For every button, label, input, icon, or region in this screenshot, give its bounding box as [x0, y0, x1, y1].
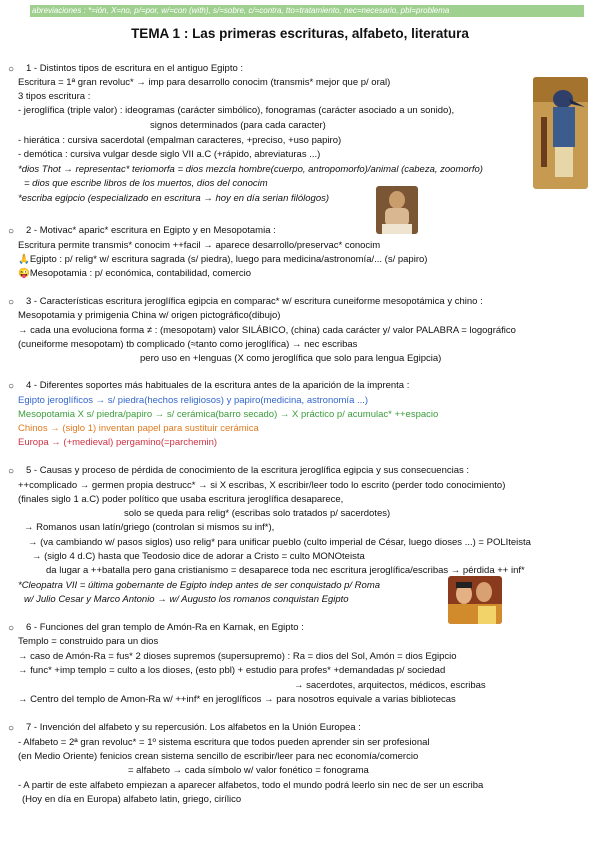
- egyptian-scribe-statue: [376, 186, 418, 234]
- line: pero uso en +lenguas (X como jeroglífica que solo para lengua Egipcia): [140, 353, 442, 364]
- line: (finales siglo 1 a.C) poder político que usaba escritura jeroglífica desaparece,: [18, 494, 344, 505]
- line: = alfabeto → cada símbolo w/ valor fonético = fonograma: [128, 765, 369, 776]
- line: → Romanos usan latín/griego (controlan si mismos su inf*),: [24, 522, 275, 533]
- thoth-illustration: [533, 77, 588, 189]
- line: 🙏Egipto : p/ relig* w/ escritura sagrada (s/ piedra), luego para medicina/astronomía/... (s/ papiro): [18, 254, 428, 265]
- line: 😜Mesopotamia : p/ económica, contabilidad, comercio: [18, 268, 252, 279]
- line: → (siglo 4 d.C) hasta que Teodosio dice de adorar a Cristo = culto MONOteista: [32, 551, 365, 562]
- line: → Centro del templo de Amon-Ra w/ ++inf* en jeroglíficos → para nosotros equivale a varias bibliotecas: [18, 694, 456, 705]
- line: Escritura = 1ª gran revoluc* → imp para desarrollo conocim (transmis* mejor que p/ oral): [18, 77, 391, 88]
- line: *dios Thot → representac* teriomorfa = dios mezcla hombre(cuerpo, antropomorfo)/animal (cabeza, zoomorfo): [18, 164, 483, 175]
- section-5-heading: 5 - Causas y proceso de pérdida de conocimiento de la escritura jeroglífica egipcia y sus consecuencias :: [26, 465, 470, 476]
- line: w/ Julio Cesar y Marco Antonio → w/ Augusto los romanos conquistan Egipto: [24, 594, 349, 605]
- line: ++complicado → germen propia destrucc* → si X escribas, X escribir/leer todo lo escrito (perder todo conocimiento): [18, 480, 506, 491]
- line: Mesopotamia y primigenia China w/ origen pictográfico(dibujo): [18, 310, 281, 321]
- section-3-heading: 3 - Características escritura jeroglífica egipcia en comparac* w/ escritura cuneiforme mesopotámica y chino :: [26, 296, 483, 307]
- line: → sacerdotes, arquitectos, médicos, escribas: [294, 680, 486, 691]
- line: (cuneiforme mesopotam) tb complicado (≈tanto como jeroglífica) → nec escribas: [18, 339, 358, 350]
- page-title: TEMA 1 : Las primeras escrituras, alfabeto, literatura: [131, 26, 469, 41]
- line: Chinos → (siglo 1) inventan papel para sustituir cerámica: [18, 423, 259, 434]
- bullet-3: ○: [8, 297, 15, 308]
- line: (Hoy en día en Europa) alfabeto latin, griego, cirílico: [22, 794, 242, 805]
- line: - Alfabeto = 2ª gran revoluc* = 1º sistema escritura que todos pueden aprender sin ser profesional: [18, 737, 430, 748]
- line: 3 tipos escritura :: [18, 91, 91, 102]
- bullet-2: ○: [8, 226, 15, 237]
- line: Templo = construido para un dios: [18, 636, 159, 647]
- section-2-heading: 2 - Motivac* aparic* escritura en Egipto y en Mesopotamia :: [26, 225, 276, 236]
- bullet-7: ○: [8, 723, 15, 734]
- abbreviations-banner: abreviaciones : *=ión, X=no, p/=por, w/=con (with), s/=sobre, c/=contra, tto=tratamiento, nec=necesario, pbl=problema: [30, 5, 584, 17]
- line: (en Medio Oriente) fenicios crean sistema sencillo de escribir/leer para nec economía/comercio: [18, 751, 419, 762]
- line: Egipto jeroglíficos → s/ piedra(hechos religiosos) y papiro(medicina, astronomía ...): [18, 395, 369, 406]
- line: solo se queda para relig* (escribas solo tratados p/ sacerdotes): [124, 508, 391, 519]
- line: - A partir de este alfabeto empiezan a aparecer alfabetos, todo el mundo podrá leerlo sin nec de ser un escriba: [18, 780, 484, 791]
- line: - demótica : cursiva vulgar desde siglo VII a.C (+rápido, abreviaturas ...): [18, 149, 321, 160]
- section-4-heading: 4 - Diferentes soportes más habituales de la escritura antes de la aparición de la imprenta :: [26, 380, 410, 391]
- line: = dios que escribe libros de los muertos, dios del conocim: [24, 178, 268, 189]
- line: da lugar a ++batalla pero gana cristianismo = desaparece toda nec escritura jeroglífica/escribas → pérdida ++ inf*: [46, 565, 525, 576]
- line: Escritura permite transmis* conocim ++facil → aparece desarrollo/preservac* conocim: [18, 240, 381, 251]
- line: - hierática : cursiva sacerdotal (empalman caracteres, +preciso, +uso papiro): [18, 135, 342, 146]
- section-6-heading: 6 - Funciones del gran templo de Amón-Ra en Karnak, en Egipto :: [26, 622, 304, 633]
- bullet-4: ○: [8, 381, 15, 392]
- line: signos determinados (para cada caracter): [150, 120, 326, 131]
- line: → func* +imp templo = culto a los dioses, (esto pbl) + estudio para profes* +demandadas p/ sociedad: [18, 665, 446, 676]
- line: Mesopotamia X s/ piedra/papiro → s/ cerámica(barro secado) → X práctico p/ acumulac* ++espacio: [18, 409, 439, 420]
- bullet-1: ○: [8, 64, 15, 75]
- line: - jeroglífica (triple valor) : ideogramas (carácter simbólico), fonogramas (carácter asociado a un sonido),: [18, 105, 455, 116]
- section-1-heading: 1 - Distintos tipos de escritura en el antiguo Egipto :: [26, 63, 244, 74]
- section-7-heading: 7 - Invención del alfabeto y su repercusión. Los alfabetos en la Unión Europea :: [26, 722, 361, 733]
- line: → cada una evoluciona forma ≠ : (mesopotam) valor SILÁBICO, (china) cada carácter y/ valor PALABRA = logográfico: [18, 325, 516, 336]
- line: *Cleopatra VII = última gobernante de Egipto indep antes de ser conquistado p/ Roma: [18, 580, 381, 591]
- bullet-6: ○: [8, 623, 15, 634]
- line: → (va cambiando w/ pasos siglos) uso relig* para unificar pueblo (culto imperial de César, luego dioses ...) = POLIteista: [28, 537, 531, 548]
- bullet-5: ○: [8, 466, 15, 477]
- line: → caso de Amón-Ra = fus* 2 dioses supremos (supersupremo) : Ra = dios del Sol, Amón = dios Egipcio: [18, 651, 457, 662]
- line: *escriba egipcio (especializado en escritura → hoy en día serian filólogos): [18, 193, 330, 204]
- line: Europa → (+medieval) pergamino(=parchemin): [18, 437, 218, 448]
- cleopatra-film-still: [448, 576, 502, 624]
